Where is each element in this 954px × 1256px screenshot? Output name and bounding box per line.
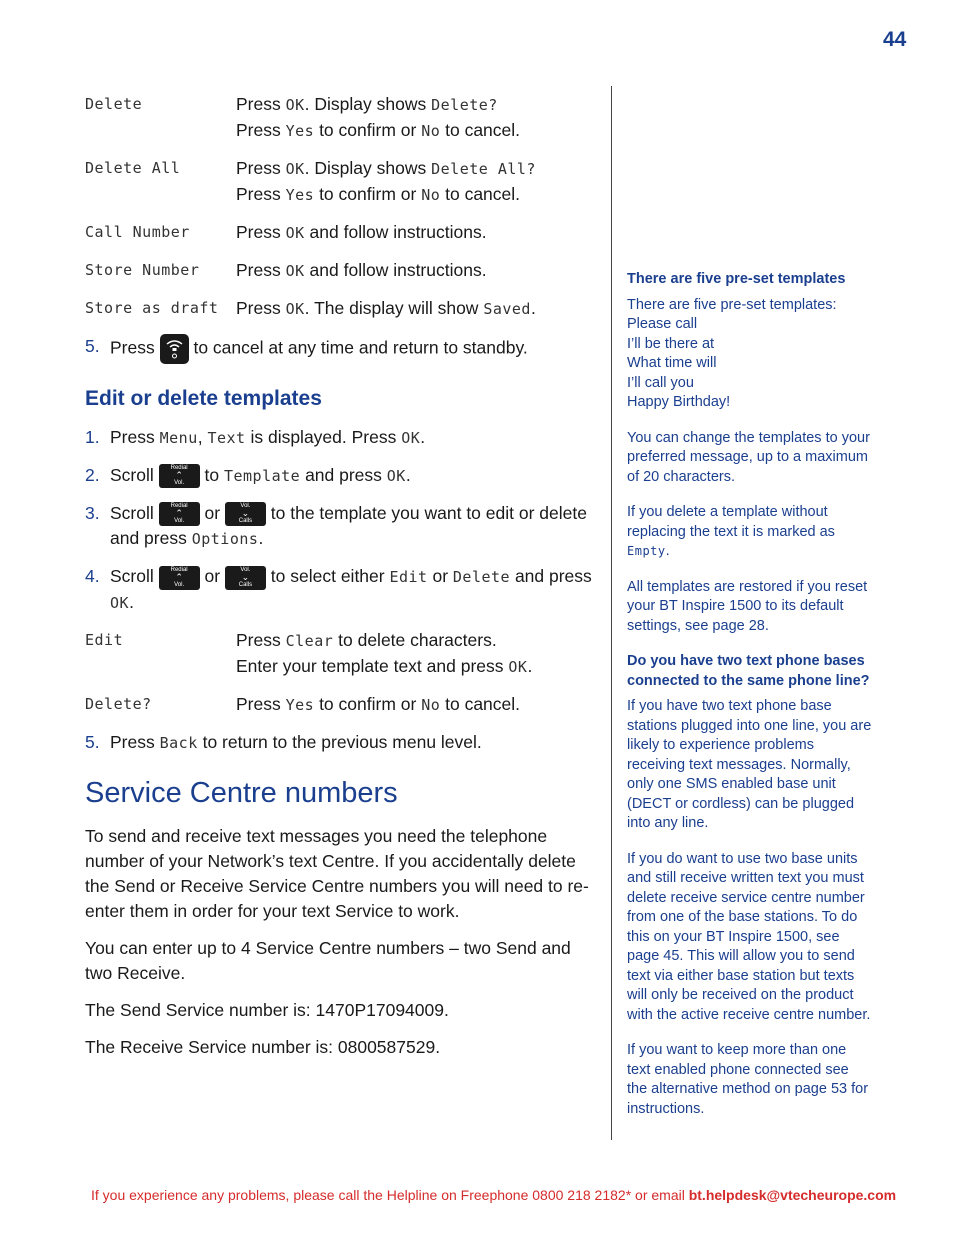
option-term: Call Number [85, 223, 190, 241]
service-paragraph: You can enter up to 4 Service Centre numbers – two Send and two Receive. [85, 938, 571, 984]
redial-up-key-icon: Redial ⌃ Vol. [159, 566, 200, 590]
step-5-back: 5. Press Back to return to the previous menu level. [85, 732, 482, 753]
section-heading-edit: Edit or delete templates [85, 387, 322, 410]
option-term: Delete All [85, 159, 181, 177]
page-number: 44 [883, 28, 907, 51]
main-column [85, 92, 600, 1072]
redial-up-key-icon: Redial ⌃ Vol. [159, 502, 200, 526]
option-desc: Press OK. Display shows Delete? Press Yes to confirm or No to cancel. [236, 94, 521, 140]
template-list: There are five pre-set templates: Please call I’ll be there at What time will I’ll call you Happy Birthday! [627, 296, 837, 410]
phone-end-key-icon [160, 334, 189, 364]
option-desc: Press OK and follow instructions. [236, 260, 487, 280]
receive-service-number: The Receive Service number is: 0800587529. [85, 1037, 441, 1058]
option-edit [85, 628, 600, 680]
option-desc: Press OK. Display shows Delete All? Press Yes to confirm or No to cancel. [236, 158, 536, 204]
send-service-number: The Send Service number is: 1470P17094009. [85, 1000, 449, 1021]
column-divider [611, 86, 612, 1140]
footer-helpline: If you experience any problems, please call the Helpline on Freephone 0800 218 2182* or email bt.helpdesk@vtecheurope.com [91, 1187, 897, 1203]
option-call-number [85, 220, 600, 246]
sidebar-paragraph: If you do want to use two base units and still receive written text you must delete receive service centre number from one of the base stations. To do this on your BT Inspire 1500, see page 45. This will allow you to send text via either base station but texts will only be received on the product with the active receive centre number. [627, 850, 871, 1023]
step-4: 4. Scroll Redial ⌃ Vol. or Vol. ⌄ Calls to select either Edit or Delete and press OK. [85, 566, 592, 613]
option-store-number [85, 258, 600, 284]
sidebar-heading: There are five pre-set templates [627, 271, 846, 287]
sidebar-paragraph: If you want to keep more than one text enabled phone connected see the alternative method on page 53 for instructions. [627, 1042, 869, 1117]
option-delete-all [85, 156, 600, 208]
sidebar-paragraph: If you have two text phone base stations plugged into one line, you are likely to experience problems receiving text messages. Normally, only one SMS enabled base unit (DECT or cordless) can be plugged into any line. [627, 698, 872, 831]
step-1: 1. Press Menu, Text is displayed. Press OK. [85, 427, 426, 447]
option-term: Store Number [85, 261, 200, 279]
option-delete [85, 92, 600, 144]
sidebar-paragraph: You can change the templates to your preferred message, up to a maximum of 20 characters. [627, 429, 870, 485]
option-desc: Press Clear to delete characters. Enter your template text and press OK. [236, 630, 533, 677]
calls-down-key-icon: Vol. ⌄ Calls [225, 502, 266, 526]
option-desc: Press OK and follow instructions. [236, 222, 487, 242]
helpdesk-email[interactable]: bt.helpdesk@vtecheurope.com [688, 1187, 897, 1203]
sidebar-heading: Do you have two text phone bases connected to the same phone line? [627, 653, 870, 689]
service-paragraph: To send and receive text messages you need the telephone number of your Network’s text Centre. If you accidentally delete the Send or Receive Service Centre numbers you will need to re-enter them in order for your text Service to work. [85, 826, 589, 922]
option-store-as-draft [85, 296, 600, 322]
option-term: Delete [85, 95, 143, 113]
option-delete-confirm [85, 692, 600, 718]
step-3: 3. Scroll Redial ⌃ Vol. or Vol. ⌄ Calls to the template you want to edit or delete and press Options. [85, 503, 587, 549]
sidebar-paragraph: If you delete a template without replacing the text it is marked as Empty. [627, 504, 835, 559]
calls-down-key-icon: Vol. ⌄ Calls [225, 566, 266, 590]
step-2: 2. Scroll Redial ⌃ Vol. to Template and press OK. [85, 465, 411, 487]
sidebar [627, 270, 872, 1135]
step-cancel: 5. Press to cancel at any time and return to standby. [85, 334, 600, 364]
option-term: Edit [85, 631, 124, 650]
option-desc: Press Yes to confirm or No to cancel. [236, 694, 521, 715]
option-desc: Press OK. The display will show Saved. [236, 298, 536, 318]
redial-up-key-icon: Redial ⌃ Vol. [159, 464, 200, 488]
option-term: Delete? [85, 695, 152, 714]
section-heading-service: Service Centre numbers [85, 777, 398, 810]
option-term: Store as draft [85, 299, 219, 317]
sidebar-paragraph: All templates are restored if you reset your BT Inspire 1500 to its default settings, see page 28. [627, 578, 868, 634]
